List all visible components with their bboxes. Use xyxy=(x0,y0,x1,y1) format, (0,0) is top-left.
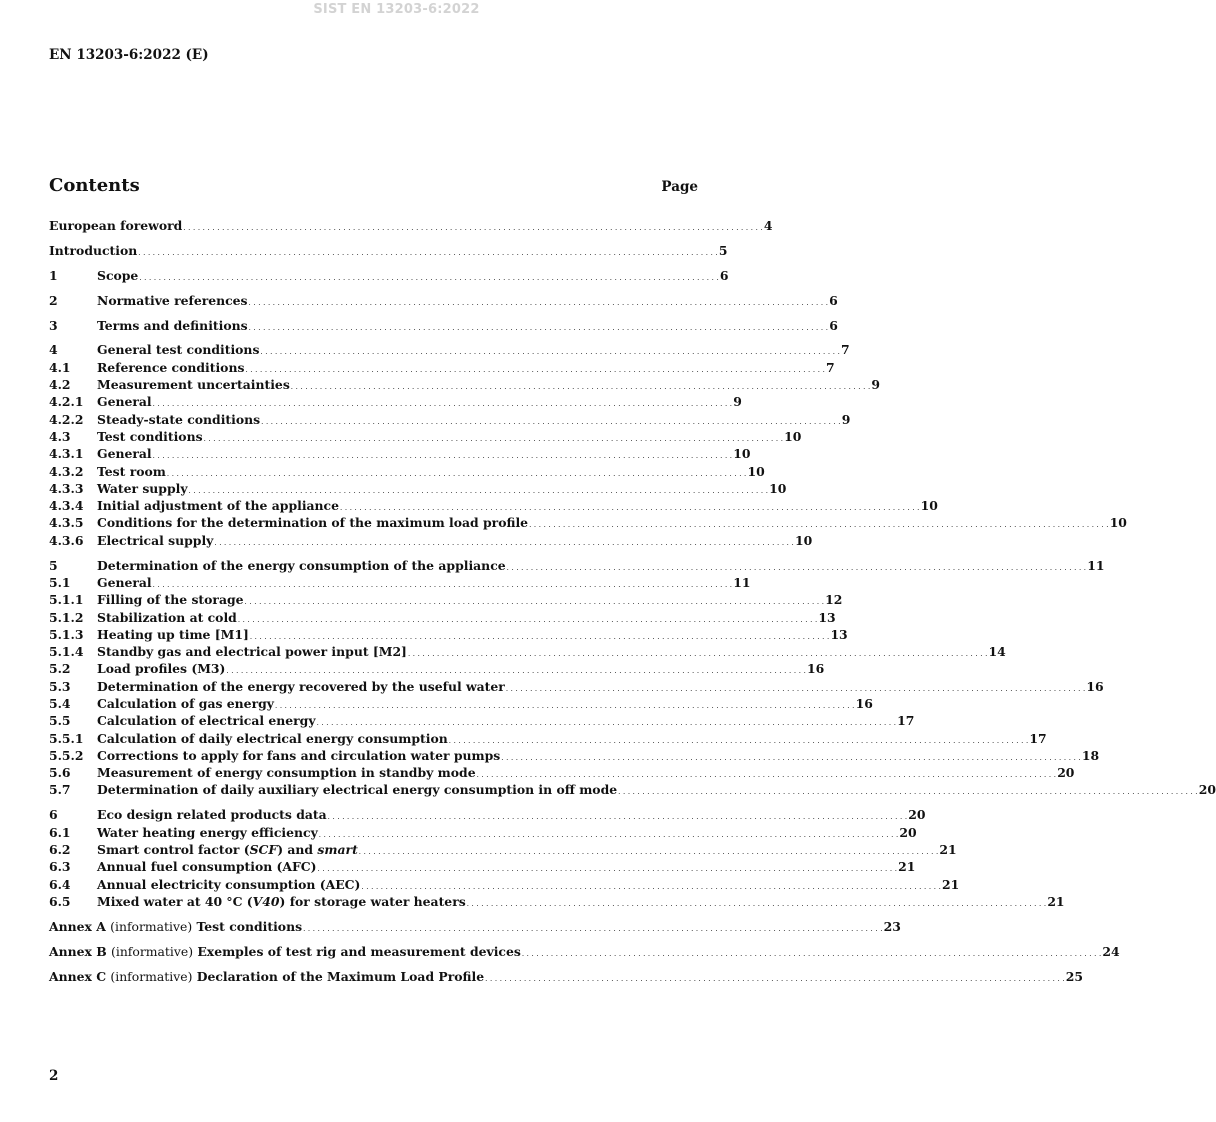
toc-dot-leader: . . . . . . . . . . . . . . . . . . . . . . . . . . . . . . . . . . . . . . . . . . . . . . . . . . . . . . . . . . . . . . . . . . . . . . . . . . . . . . . . . . . . . . . . . . . . . . . . . . . . . . . . . . . . . . . . . . . . . . . . xyxy=(361,882,942,891)
watermark: SIST EN 13203-6:2022 xyxy=(313,2,480,17)
toc-entry-page: 6 xyxy=(719,267,729,283)
toc-dot-leader: . . . . . . . . . . . . . . . . . . . . . . . . . . . . . . . . . . . . . . . . . . . . . . . . . . . . . . . . . . . . . . . . . . . . . . . . . . . . . . . . . . . . . . . . . . . . . . . . . . . . . . . . . . . . . . . . . . . . . . . . xyxy=(340,504,920,513)
toc-dot-leader: . . . . . . . . . . . . . . . . . . . . . . . . . . . . . . . . . . . . . . . . . . . . . . . . . . . . . . . . . . . . . . . . . . . . . . . . . . . . . . . . . . . . . . . . . . . . . . . . . . . . . . . . . . . . . . . . . . . . . . . . xyxy=(248,323,829,332)
toc-entry-number: 6.3 xyxy=(49,859,71,875)
page-column-label: Page xyxy=(661,179,698,195)
toc-entry-number: 4.3.2 xyxy=(49,463,84,479)
toc-entry-number: 4.3 xyxy=(49,428,71,444)
toc-entry-page: 10 xyxy=(784,428,802,444)
toc-entry[interactable] xyxy=(49,643,1006,660)
toc-entry[interactable] xyxy=(49,747,1100,764)
toc-dot-leader: . . . . . . . . . . . . . . . . . . . . . . . . . . . . . . . . . . . . . . . . . . . . . . . . . . . . . . . . . . . . . . . . . . . . . . . . . . . . . . . . . . . . . . . . . . . . . . . . . . . . . . . . . . . . . . . . . . . . . . . . xyxy=(290,383,871,392)
toc-annex-title xyxy=(49,943,521,960)
toc-entry-title: Calculation of daily electrical energy consumption xyxy=(97,730,448,746)
toc-entry-number: 6 xyxy=(49,807,58,823)
annex-note: (informative) xyxy=(110,968,193,984)
toc-dot-leader: . . . . . . . . . . . . . . . . . . . . . . . . . . . . . . . . . . . . . . . . . . . . . . . . . . . . . . . . . . . . . . . . . . . . . . . . . . . . . . . . . . . . . . . . . . . . . . . . . . . . . . . . . . . . . . . . . . . . . . . . xyxy=(183,224,763,232)
page-number: 2 xyxy=(49,1068,59,1084)
toc-dot-leader: . . . . . . . . . . . . . . . . . . . . . . . . . . . . . . . . . . . . . . . . . . . . . . . . . . . . . . . . . . . . . . . . . . . . . . . . . . . . . . . . . . . . . . . . . . . . . . . . . . . . . . . . . . . . . . . . . . . . . . . . xyxy=(476,771,1057,780)
toc-entry-title: Standby gas and electrical power input [M2] xyxy=(97,644,407,660)
toc-entry-title: Introduction xyxy=(49,242,138,258)
toc-entry-page: 11 xyxy=(1087,557,1105,573)
toc-entry[interactable] xyxy=(49,574,751,591)
toc-entry-number: 4 xyxy=(49,342,58,358)
toc-entry-page: 25 xyxy=(1065,968,1083,984)
toc-entry[interactable] xyxy=(49,712,915,729)
table-of-contents xyxy=(49,217,1216,985)
toc-entry-page: 9 xyxy=(733,394,742,410)
toc-entry-number: 6.5 xyxy=(49,893,71,909)
toc-entry[interactable] xyxy=(49,824,917,841)
toc-entry[interactable] xyxy=(49,463,765,480)
toc-entry-page: 9 xyxy=(841,411,851,427)
toc-entry-title: Normative references xyxy=(97,292,248,308)
toc-entry-title: Annual electricity consumption (AEC) xyxy=(97,876,361,892)
annex-label: Annex A xyxy=(49,918,106,934)
annex-note: (informative) xyxy=(110,918,193,934)
toc-dot-leader: . . . . . . . . . . . . . . . . . . . . . . . . . . . . . . . . . . . . . . . . . . . . . . . . . . . . . . . . . . . . . . . . . . . . . . . . . . . . . . . . . . . . . . . . . . . . . . . . . . . . . . . . . . . . . . . . . . . . . . . . xyxy=(248,298,829,307)
toc-entry-title-part: Mixed water at 40 °C ( xyxy=(97,893,253,909)
toc-dot-leader: . . . . . . . . . . . . . . . . . . . . . . . . . . . . . . . . . . . . . . . . . . . . . . . . . . . . . . . . . . . . . . . . . . . . . . . . . . . . . . . . . . . . . . . . . . . . . . . . . . . . . . . . . . . . . . . . . . . . . . . . xyxy=(316,719,897,728)
toc-entry-title: Test room xyxy=(97,463,166,479)
toc-entry-number: 6.1 xyxy=(49,824,71,840)
toc-dot-leader: . . . . . . . . . . . . . . . . . . . . . . . . . . . . . . . . . . . . . . . . . . . . . . . . . . . . . . . . . . . . . . . . . . . . . . . . . . . . . . . . . . . . . . . . . . . . . . . . . . . . . . . . . . . . . . . . . . . . . . . . xyxy=(485,974,1065,983)
toc-entry-title: Terms and definitions xyxy=(97,317,248,333)
toc-entry-page: 10 xyxy=(747,463,765,479)
toc-entry-page: 12 xyxy=(825,592,843,608)
toc-entry-number: 6.4 xyxy=(49,876,71,892)
toc-dot-leader: . . . . . . . . . . . . . . . . . . . . . . . . . . . . . . . . . . . . . . . . . . . . . . . . . . . . . . . . . . . . . . . . . . . . . . . . . . . . . . . . . . . . . . . . . . . . . . . . . . . . . . . . . . . . . . . . . . . . . . . . xyxy=(506,563,1087,572)
toc-entry[interactable] xyxy=(49,660,825,677)
toc-entry-title: Corrections to apply for fans and circulation water pumps xyxy=(97,747,501,763)
toc-entry-title: Steady-state conditions xyxy=(97,411,261,427)
toc-entry-title-part: ) for storage water heaters xyxy=(279,893,466,909)
toc-entry-page: 16 xyxy=(1086,678,1104,694)
toc-entry-page: 21 xyxy=(1047,893,1065,909)
toc-entry-number: 5.5.2 xyxy=(49,747,84,763)
toc-entry[interactable] xyxy=(49,317,838,334)
toc-annex-title xyxy=(49,968,484,985)
toc-entry-page: 13 xyxy=(830,626,848,642)
document-reference: EN 13203-6:2022 (E) xyxy=(49,47,209,63)
toc-entry[interactable] xyxy=(49,376,881,393)
toc-entry[interactable] xyxy=(49,876,960,893)
toc-entry-title: European foreword xyxy=(49,218,183,233)
toc-entry[interactable] xyxy=(49,428,802,445)
annex-label: Annex C xyxy=(49,968,107,984)
toc-entry-title: Eco design related products data xyxy=(97,807,327,823)
toc-entry[interactable] xyxy=(49,841,957,858)
toc-dot-leader: . . . . . . . . . . . . . . . . . . . . . . . . . . . . . . . . . . . . . . . . . . . . . . . . . . . . . . . . . . . . . . . . . . . . . . . . . . . . . . . . . . . . . . . . . . . . . . . . . . . . . . . . . . . . . . . . . . . . . . . . xyxy=(521,949,1102,958)
toc-entry-number: 4.2 xyxy=(49,377,71,393)
toc-entry-title: General test conditions xyxy=(97,342,260,358)
toc-entry-number: 5.7 xyxy=(49,782,71,798)
toc-entry[interactable] xyxy=(49,764,1075,781)
toc-entry-number: 5.1.4 xyxy=(49,644,84,660)
toc-entry-page: 17 xyxy=(897,713,915,729)
toc-entry[interactable] xyxy=(49,781,1216,798)
toc-annex-title xyxy=(49,918,302,935)
toc-entry-title: Determination of the energy consumption of the appliance xyxy=(97,557,506,573)
toc-dot-leader: . . . . . . . . . . . . . . . . . . . . . . . . . . . . . . . . . . . . . . . . . . . . . . . . . . . . . . . . . . . . . . . . . . . . . . . . . . . . . . . . . . . . . . . . . . . . . . . . . . . . . . . . . . . . . . . . . . . . . . . . xyxy=(505,684,1086,693)
toc-entry-title-part: smart xyxy=(317,841,358,857)
toc-entry-title: Measurement uncertainties xyxy=(97,377,290,393)
toc-entry-page: 11 xyxy=(733,574,751,590)
toc-entry-page: 16 xyxy=(855,695,873,711)
toc-dot-leader: . . . . . . . . . . . . . . . . . . . . . . . . . . . . . . . . . . . . . . . . . . . . . . . . . . . . . . . . . . . . . . . . . . . . . . . . . . . . . . . . . . . . . . . . . . . . . . . . . . . . . . . . . . . . . . . . . . . . . . . . xyxy=(261,417,841,426)
toc-entry-number: 6.2 xyxy=(49,841,71,857)
toc-entry-number: 4.3.5 xyxy=(49,515,84,531)
toc-entry-number: 4.2.1 xyxy=(49,394,84,410)
toc-entry-page: 5 xyxy=(718,242,728,258)
toc-entry[interactable] xyxy=(49,806,926,823)
toc-dot-leader: . . . . . . . . . . . . . . . . . . . . . . . . . . . . . . . . . . . . . . . . . . . . . . . . . . . . . . . . . . . . . . . . . . . . . . . . . . . . . . . . . . . . . . . . . . . . . . . . . . . . . . . . . . . . . . . . . . . . . . . . xyxy=(249,632,830,641)
toc-dot-leader: . . . . . . . . . . . . . . . . . . . . . . . . . . . . . . . . . . . . . . . . . . . . . . . . . . . . . . . . . . . . . . . . . . . . . . . . . . . . . . . . . . . . . . . . . . . . . . . . . . . . . . . . . . . . . . . . . . . . . . . . xyxy=(214,538,794,547)
toc-dot-leader: . . . . . . . . . . . . . . . . . . . . . . . . . . . . . . . . . . . . . . . . . . . . . . . . . . . . . . . . . . . . . . . . . . . . . . . . . . . . . . . . . . . . . . . . . . . . . . . . . . . . . . . . . . . . . . . . . . . . . . . . xyxy=(152,580,733,589)
toc-entry[interactable] xyxy=(49,678,1104,695)
toc-dot-leader: . . . . . . . . . . . . . . . . . . . . . . . . . . . . . . . . . . . . . . . . . . . . . . . . . . . . . . . . . . . . . . . . . . . . . . . . . . . . . . . . . . . . . . . . . . . . . . . . . . . . . . . . . . . . . . . . . . . . . . . . xyxy=(529,521,1109,530)
toc-entry-number: 5.6 xyxy=(49,765,71,781)
toc-dot-leader: . . . . . . . . . . . . . . . . . . . . . . . . . . . . . . . . . . . . . . . . . . . . . . . . . . . . . . . . . . . . . . . . . . . . . . . . . . . . . . . . . . . . . . . . . . . . . . . . . . . . . . . . . . . . . . . . . . . . . . . . xyxy=(203,434,784,443)
toc-entry-page: 7 xyxy=(826,359,835,375)
toc-entry[interactable] xyxy=(49,497,938,514)
toc-entry-page: 18 xyxy=(1081,747,1100,763)
toc-entry[interactable] xyxy=(49,893,1065,910)
toc-entry-number: 4.2.2 xyxy=(49,411,84,427)
toc-entry-number: 4.1 xyxy=(49,359,71,375)
toc-entry-number: 5 xyxy=(49,557,58,573)
toc-entry-page: 17 xyxy=(1029,730,1047,746)
toc-dot-leader: . . . . . . . . . . . . . . . . . . . . . . . . . . . . . . . . . . . . . . . . . . . . . . . . . . . . . . . . . . . . . . . . . . . . . . . . . . . . . . . . . . . . . . . . . . . . . . . . . . . . . . . . . . . . . . . . . . . . . . . . xyxy=(166,469,747,478)
toc-dot-leader: . . . . . . . . . . . . . . . . . . . . . . . . . . . . . . . . . . . . . . . . . . . . . . . . . . . . . . . . . . . . . . . . . . . . . . . . . . . . . . . . . . . . . . . . . . . . . . . . . . . . . . . . . . . . . . . . . . . . . . . . xyxy=(318,830,899,839)
toc-dot-leader: . . . . . . . . . . . . . . . . . . . . . . . . . . . . . . . . . . . . . . . . . . . . . . . . . . . . . . . . . . . . . . . . . . . . . . . . . . . . . . . . . . . . . . . . . . . . . . . . . . . . . . . . . . . . . . . . . . . . . . . . xyxy=(245,365,826,374)
toc-entry-page: 20 xyxy=(1057,765,1075,781)
toc-entry-page: 4 xyxy=(763,218,773,233)
toc-entry-number: 4.3.4 xyxy=(49,498,84,514)
toc-entry-title xyxy=(97,893,466,910)
toc-entry-page: 21 xyxy=(898,859,916,875)
toc-entry-page: 21 xyxy=(942,876,960,892)
annex-title: Declaration of the Maximum Load Profile xyxy=(196,968,485,984)
toc-dot-leader: . . . . . . . . . . . . . . . . . . . . . . . . . . . . . . . . . . . . . . . . . . . . . . . . . . . . . . . . . . . . . . . . . . . . . . . . . . . . . . . . . . . . . . . . . . . . . . . . . . . . . . . . . . . . . . . . . . . . . . . . xyxy=(260,348,841,357)
toc-entry-number: 4.3.6 xyxy=(49,532,84,548)
toc-entry-title: Water heating energy efficiency xyxy=(97,824,318,840)
toc-entry-page: 20 xyxy=(908,807,926,823)
toc-entry[interactable] xyxy=(49,445,751,462)
toc-dot-leader: . . . . . . . . . . . . . . . . . . . . . . . . . . . . . . . . . . . . . . . . . . . . . . . . . . . . . . . . . . . . . . . . . . . . . . . . . . . . . . . . . . . . . . . . . . . . . . . . . . . . . . . . . . . . . . . . . . . . . . . . xyxy=(274,701,855,710)
toc-entry[interactable] xyxy=(49,341,850,358)
toc-entry-page: 21 xyxy=(939,841,957,857)
toc-entry-title: Calculation of gas energy xyxy=(97,695,274,711)
toc-entry[interactable] xyxy=(49,609,836,626)
toc-entry-title: Reference conditions xyxy=(97,359,245,375)
toc-entry[interactable] xyxy=(49,730,1047,747)
toc-entry-page: 20 xyxy=(899,824,917,840)
toc-dot-leader: . . . . . . . . . . . . . . . . . . . . . . . . . . . . . . . . . . . . . . . . . . . . . . . . . . . . . . . . . . . . . . . . . . . . . . . . . . . . . . . . . . . . . . . . . . . . . . . . . . . . . . . . . . . . . . . . . . . . . . . . xyxy=(466,899,1047,908)
toc-entry-title: Load profiles (M3) xyxy=(97,661,226,677)
toc-entry-title: Conditions for the determination of the maximum load profile xyxy=(97,515,529,531)
toc-entry-page: 7 xyxy=(841,342,850,358)
toc-entry-page: 23 xyxy=(883,918,901,934)
toc-entry-title: Heating up time [M1] xyxy=(97,626,249,642)
toc-entry[interactable] xyxy=(49,480,787,497)
toc-entry[interactable] xyxy=(49,557,1105,574)
toc-entry-page: 24 xyxy=(1102,943,1120,959)
toc-entry-number: 4.3.1 xyxy=(49,446,84,462)
toc-entry-page: 6 xyxy=(829,317,838,333)
toc-entry-title: Scope xyxy=(97,267,139,283)
toc-dot-leader: . . . . . . . . . . . . . . . . . . . . . . . . . . . . . . . . . . . . . . . . . . . . . . . . . . . . . . . . . . . . . . . . . . . . . . . . . . . . . . . . . . . . . . . . . . . . . . . . . . . . . . . . . . . . . . . . . . . . . . . . xyxy=(303,924,883,933)
toc-entry-title: Water supply xyxy=(97,480,188,496)
toc-entry-number: 5.1.1 xyxy=(49,592,84,608)
toc-entry-number: 5.4 xyxy=(49,695,71,711)
toc-entry-title: Test conditions xyxy=(97,428,203,444)
toc-entry-number: 5.1.2 xyxy=(49,609,84,625)
toc-entry-page: 10 xyxy=(733,446,751,462)
toc-entry-page: 10 xyxy=(794,532,813,548)
toc-entry-number: 5.5 xyxy=(49,713,71,729)
toc-entry[interactable] xyxy=(49,267,729,284)
toc-entry-number: 5.2 xyxy=(49,661,71,677)
toc-entry-number: 5.1.3 xyxy=(49,626,84,642)
toc-entry-title xyxy=(97,841,358,858)
toc-entry-title: Stabilization at cold xyxy=(97,609,237,625)
annex-title: Test conditions xyxy=(196,918,303,934)
toc-entry-page: 9 xyxy=(871,377,881,393)
toc-entry-title: Determination of the energy recovered by the useful water xyxy=(97,678,505,694)
toc-entry[interactable] xyxy=(49,695,873,712)
toc-annex-entry[interactable] xyxy=(49,918,901,935)
toc-entry-title-part: SCF xyxy=(249,841,278,857)
toc-entry-page: 13 xyxy=(818,609,836,625)
toc-entry-title: Measurement of energy consumption in standby mode xyxy=(97,765,476,781)
toc-dot-leader: . . . . . . . . . . . . . . . . . . . . . . . . . . . . . . . . . . . . . . . . . . . . . . . . . . . . . . . . . . . . . . . . . . . . . . . . . . . . . . . . . . . . . . . . . . . . . . . . . . . . . . . . . . . . . . . . . . . . . . . . xyxy=(244,598,825,607)
toc-entry[interactable] xyxy=(49,626,848,643)
toc-dot-leader: . . . . . . . . . . . . . . . . . . . . . . . . . . . . . . . . . . . . . . . . . . . . . . . . . . . . . . . . . . . . . . . . . . . . . . . . . . . . . . . . . . . . . . . . . . . . . . . . . . . . . . . . . . . . . . . . . . . . . . . . xyxy=(317,865,898,874)
annex-label: Annex B xyxy=(49,943,107,959)
toc-entry-number: 2 xyxy=(49,292,58,308)
toc-annex-entry[interactable] xyxy=(49,968,1083,985)
toc-entry[interactable] xyxy=(49,359,835,376)
toc-dot-leader: . . . . . . . . . . . . . . . . . . . . . . . . . . . . . . . . . . . . . . . . . . . . . . . . . . . . . . . . . . . . . . . . . . . . . . . . . . . . . . . . . . . . . . . . . . . . . . . . . . . . . . . . . . . . . . . . . . . . . . . . xyxy=(407,650,988,659)
toc-entry-title-part: Smart control factor ( xyxy=(97,841,250,857)
toc-entry[interactable] xyxy=(49,514,1127,531)
toc-entry-page: 10 xyxy=(1109,515,1127,531)
toc-entry-title-part: ) and xyxy=(277,841,318,857)
toc-dot-leader: . . . . . . . . . . . . . . . . . . . . . . . . . . . . . . . . . . . . . . . . . . . . . . . . . . . . . . . . . . . . . . . . . . . . . . . . . . . . . . . . . . . . . . . . . . . . . . . . . . . . . . . . . . . . . . . . . . . . . . . . xyxy=(618,788,1198,797)
toc-entry-title: General xyxy=(97,394,152,410)
toc-annex-entry[interactable] xyxy=(49,943,1120,960)
toc-entry-number: 5.1 xyxy=(49,574,71,590)
toc-entry[interactable] xyxy=(49,217,773,234)
toc-dot-leader: . . . . . . . . . . . . . . . . . . . . . . . . . . . . . . . . . . . . . . . . . . . . . . . . . . . . . . . . . . . . . . . . . . . . . . . . . . . . . . . . . . . . . . . . . . . . . . . . . . . . . . . . . . . . . . . . . . . . . . . . xyxy=(327,813,908,822)
toc-entry[interactable] xyxy=(49,591,843,608)
toc-entry[interactable] xyxy=(49,858,916,875)
annex-note: (informative) xyxy=(111,943,194,959)
toc-dot-leader: . . . . . . . . . . . . . . . . . . . . . . . . . . . . . . . . . . . . . . . . . . . . . . . . . . . . . . . . . . . . . . . . . . . . . . . . . . . . . . . . . . . . . . . . . . . . . . . . . . . . . . . . . . . . . . . . . . . . . . . . xyxy=(448,736,1029,745)
toc-entry[interactable] xyxy=(49,393,742,410)
toc-entry-title: General xyxy=(97,446,152,462)
contents-title: Contents xyxy=(49,175,140,196)
toc-dot-leader: . . . . . . . . . . . . . . . . . . . . . . . . . . . . . . . . . . . . . . . . . . . . . . . . . . . . . . . . . . . . . . . . . . . . . . . . . . . . . . . . . . . . . . . . . . . . . . . . . . . . . . . . . . . . . . . . . . . . . . . . xyxy=(139,273,719,282)
toc-entry[interactable] xyxy=(49,292,838,309)
toc-entry-page: 20 xyxy=(1198,782,1216,798)
toc-entry-page: 6 xyxy=(829,292,838,308)
annex-title: Exemples of test rig and measurement devices xyxy=(197,943,521,959)
toc-entry-number: 4.3.3 xyxy=(49,480,84,496)
toc-entry-page: 14 xyxy=(988,644,1006,660)
toc-dot-leader: . . . . . . . . . . . . . . . . . . . . . . . . . . . . . . . . . . . . . . . . . . . . . . . . . . . . . . . . . . . . . . . . . . . . . . . . . . . . . . . . . . . . . . . . . . . . . . . . . . . . . . . . . . . . . . . . . . . . . . . . xyxy=(501,753,1081,762)
toc-dot-leader: . . . . . . . . . . . . . . . . . . . . . . . . . . . . . . . . . . . . . . . . . . . . . . . . . . . . . . . . . . . . . . . . . . . . . . . . . . . . . . . . . . . . . . . . . . . . . . . . . . . . . . . . . . . . . . . . . . . . . . . . xyxy=(358,847,939,856)
toc-dot-leader: . . . . . . . . . . . . . . . . . . . . . . . . . . . . . . . . . . . . . . . . . . . . . . . . . . . . . . . . . . . . . . . . . . . . . . . . . . . . . . . . . . . . . . . . . . . . . . . . . . . . . . . . . . . . . . . . . . . . . . . . xyxy=(152,452,733,461)
toc-entry-page: 16 xyxy=(807,661,825,677)
toc-entry-number: 5.5.1 xyxy=(49,730,84,746)
toc-entry-number: 5.3 xyxy=(49,678,71,694)
toc-entry-title: General xyxy=(97,574,152,590)
toc-entry-title: Determination of daily auxiliary electrical energy consumption in off mode xyxy=(97,782,618,798)
toc-dot-leader: . . . . . . . . . . . . . . . . . . . . . . . . . . . . . . . . . . . . . . . . . . . . . . . . . . . . . . . . . . . . . . . . . . . . . . . . . . . . . . . . . . . . . . . . . . . . . . . . . . . . . . . . . . . . . . . . . . . . . . . . xyxy=(188,486,769,495)
toc-dot-leader: . . . . . . . . . . . . . . . . . . . . . . . . . . . . . . . . . . . . . . . . . . . . . . . . . . . . . . . . . . . . . . . . . . . . . . . . . . . . . . . . . . . . . . . . . . . . . . . . . . . . . . . . . . . . . . . . . . . . . . . . xyxy=(226,667,806,676)
toc-entry[interactable] xyxy=(49,242,728,259)
toc-dot-leader: . . . . . . . . . . . . . . . . . . . . . . . . . . . . . . . . . . . . . . . . . . . . . . . . . . . . . . . . . . . . . . . . . . . . . . . . . . . . . . . . . . . . . . . . . . . . . . . . . . . . . . . . . . . . . . . . . . . . . . . . xyxy=(152,400,733,409)
toc-entry-page: 10 xyxy=(769,480,787,496)
toc-entry-title: Annual fuel consumption (AFC) xyxy=(97,859,317,875)
toc-entry-number: 3 xyxy=(49,317,58,333)
toc-dot-leader: . . . . . . . . . . . . . . . . . . . . . . . . . . . . . . . . . . . . . . . . . . . . . . . . . . . . . . . . . . . . . . . . . . . . . . . . . . . . . . . . . . . . . . . . . . . . . . . . . . . . . . . . . . . . . . . . . . . . . . . . xyxy=(138,248,718,257)
toc-entry-title: Filling of the storage xyxy=(97,592,244,608)
toc-dot-leader: . . . . . . . . . . . . . . . . . . . . . . . . . . . . . . . . . . . . . . . . . . . . . . . . . . . . . . . . . . . . . . . . . . . . . . . . . . . . . . . . . . . . . . . . . . . . . . . . . . . . . . . . . . . . . . . . . . . . . . . . xyxy=(237,615,818,624)
toc-entry-title: Initial adjustment of the appliance xyxy=(97,498,339,514)
toc-entry[interactable] xyxy=(49,411,851,428)
toc-entry-title: Calculation of electrical energy xyxy=(97,713,316,729)
toc-entry-page: 10 xyxy=(920,498,938,514)
toc-entry[interactable] xyxy=(49,532,813,549)
toc-entry-number: 1 xyxy=(49,267,58,283)
toc-entry-title-part: V40 xyxy=(252,893,280,909)
toc-entry-title: Electrical supply xyxy=(97,532,214,548)
